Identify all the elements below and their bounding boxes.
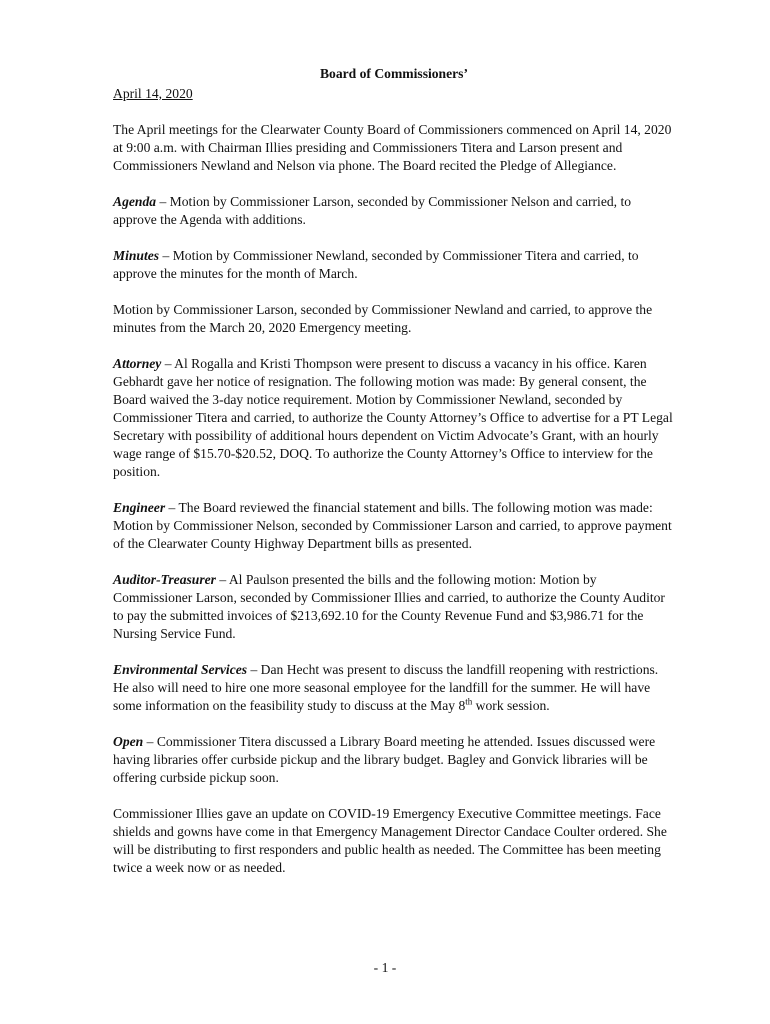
emergency-minutes-paragraph: Motion by Commissioner Larson, seconded by Commissioner Newland and carried, to approve the minutes from the March 20, 2020 Emergency meeting.	[113, 302, 653, 335]
engineer-text: – The Board reviewed the financial statement and bills. The following motion was made: Motion by Commissioner Nelson, seconded by Commissioner Larson and carried, to approve payment of the Clearwater County Highway Department bills as presented.	[113, 500, 672, 551]
open-heading: Open	[113, 734, 144, 749]
covid-update-paragraph: Commissioner Illies gave an update on COVID-19 Emergency Executive Committee meetings. Face shields and gowns have come in that Emergency Management Director Candace Coulter ordered. She will be distributing to first responders and public health as needed. The Committee has been meeting twice a week now or as needed.	[113, 806, 667, 875]
agenda-text: – Motion by Commissioner Larson, seconded by Commissioner Nelson and carried, to approve the Agenda with additions.	[113, 194, 632, 227]
open-paragraph	[113, 733, 675, 787]
page-number: - 1 -	[373, 960, 397, 975]
auditor-treasurer-heading: Auditor-Treasurer	[113, 572, 216, 587]
open-text: – Commissioner Titera discussed a Library Board meeting he attended. Issues discussed were having libraries offer curbside pickup and the library budget. Bagley and Gonvick libraries will be offering curbside pickup soon.	[113, 734, 656, 785]
intro-paragraph: The April meetings for the Clearwater County Board of Commissioners commenced on April 14, 2020 at 9:00 a.m. with Chairman Illies presiding and Commissioners Titera and Larson present and Commissioners Newland and Nelson via phone. The Board recited the Pledge of Allegiance.	[113, 122, 672, 173]
minutes-paragraph	[113, 247, 675, 283]
environmental-services-heading: Environmental Services	[113, 662, 248, 677]
engineer-heading: Engineer	[113, 500, 166, 515]
auditor-treasurer-paragraph	[113, 571, 675, 643]
minutes-text: – Motion by Commissioner Newland, seconded by Commissioner Titera and carried, to approve the minutes for the month of March.	[113, 248, 639, 281]
environmental-services-text-after: work session.	[472, 698, 550, 713]
agenda-heading: Agenda	[113, 194, 157, 209]
auditor-treasurer-text: – Al Paulson presented the bills and the following motion: Motion by Commissioner Larson, seconded by Commissioner Illies and carried, to authorize the County Auditor to pay the submitted invoices of $213,692.10 for the County Revenue Fund and $3,986.71 for the Nursing Service Fund.	[113, 572, 665, 641]
engineer-paragraph	[113, 499, 675, 553]
attorney-text: – Al Rogalla and Kristi Thompson were present to discuss a vacancy in his office. Karen Gebhardt gave her notice of resignation. The following motion was made: By general consent, the Board waived the 3-day notice requirement. Motion by Commissioner Newland, seconded by Commissioner Titera and carried, to authorize the County Attorney’s Office to advertise for a PT Legal Secretary with possibility of additional hours dependent on Victim Advocate’s Grant, with an hourly wage range of $15.70-$20.52, DOQ. To authorize the County Attorney’s Office to interview for the position.	[113, 356, 673, 479]
environmental-services-paragraph	[113, 661, 675, 715]
agenda-paragraph	[113, 193, 675, 229]
minutes-heading: Minutes	[113, 248, 160, 263]
attorney-paragraph	[113, 355, 675, 481]
environmental-services-text: – Dan Hecht was present to discuss the landfill reopening with restrictions. He also will need to hire one more seasonal employee for the landfill for the summer. He will have some information on the feasibility study to discuss at the May 8	[113, 662, 659, 713]
meeting-date: April 14, 2020	[113, 86, 193, 101]
document-title: Board of Commissioners’	[319, 66, 468, 81]
ordinal-suffix: th	[465, 696, 473, 707]
attorney-heading: Attorney	[113, 356, 162, 371]
